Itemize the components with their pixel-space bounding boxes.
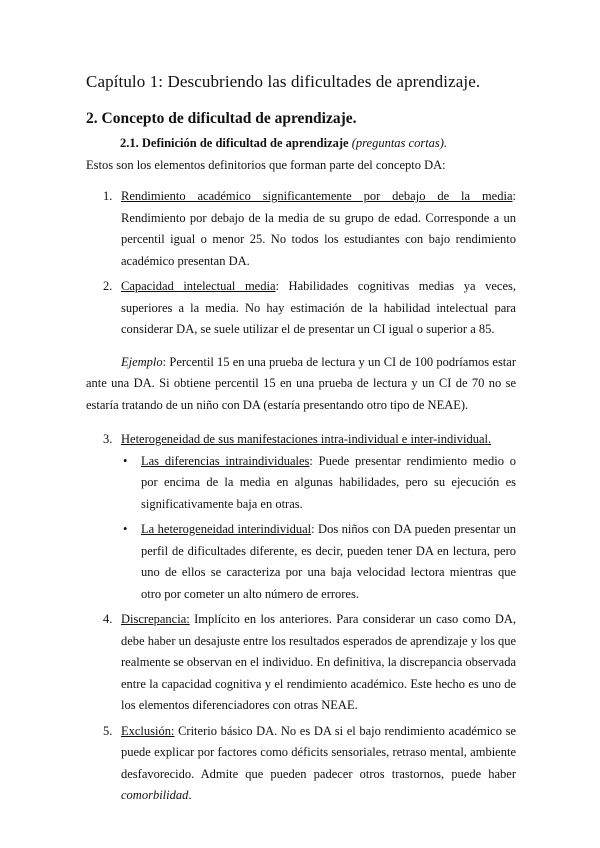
list-item-3	[86, 429, 516, 451]
subsection-note: (preguntas cortas).	[351, 136, 448, 150]
bullet-item-2	[86, 519, 516, 605]
item-term: Heterogeneidad de sus manifestaciones intra-individual e inter-individual.	[121, 432, 492, 446]
chapter-title: Capítulo 1: Descubriendo las dificultades de aprendizaje.	[86, 72, 481, 91]
item-emphasis: comorbilidad	[121, 788, 189, 802]
example-text: : Percentil 15 en una prueba de lectura y un CI de 100 podríamos estar ante una DA. Si obtiene percentil 15 en una prueba de lectura y un CI de 70 no se estaría tratando de un niño con DA (estaría presentando otro tipo de NEAE).	[86, 354, 516, 412]
item-text: Criterio básico DA. No es DA si el bajo rendimiento académico se puede explicar por factores como déficits sensoriales, retraso mental, ambiente desfavorecido. Admite que pueden padecer otros trastornos, puede haber	[121, 723, 516, 781]
bullet-term: Las diferencias intraindividuales	[141, 453, 310, 468]
bullet-marker: •	[123, 522, 128, 536]
list-number: 4.	[103, 612, 113, 626]
list-number: 3.	[103, 432, 113, 446]
item-text: Implícito en los anteriores. Para considerar un caso como DA, debe haber un desajuste entre los resultados esperados de aprendizaje y los que realmente se observan en el individuo. En definitiva, la discrepancia observada entre la capacidad cognitiva y el rendimiento académico. Este hecho es uno de los elementos diferenciadores con otras NEAE.	[121, 612, 516, 712]
definition-list	[86, 186, 516, 807]
bullet-text: : Puede presentar rendimiento medio o por encima de la media en algunas habilidades, pero su ejecución es significativamente baja en otras.	[141, 453, 516, 511]
intro-paragraph: Estos son los elementos definitorios que forman parte del concepto DA:	[86, 158, 446, 172]
list-item-1	[86, 186, 516, 272]
list-item-2	[86, 276, 516, 341]
item-text: : Habilidades cognitivas medias ya veces, superiores a la media. No hay estimación de la habilidad intelectual para considerar DA, se suele utilizar el de presentar un CI igual o superior a 85.	[121, 279, 516, 336]
bullet-item-1	[86, 451, 516, 516]
list-item-5	[86, 721, 516, 807]
bullet-marker: •	[123, 453, 128, 468]
item-end: .	[188, 788, 192, 802]
bullet-text: : Dos niños con DA pueden presentar un perfil de dificultades diferente, es decir, pueden tener DA en lectura, pero uno de ellos se caracteriza por una baja velocidad lectora mientras que otro por cometer un alto número de errores.	[141, 522, 516, 601]
list-number: 1.	[103, 189, 113, 203]
item-term: Rendimiento académico significantemente por debajo de la media	[121, 189, 513, 203]
list-item-4	[86, 609, 516, 717]
example-paragraph	[86, 352, 516, 417]
item-term: Capacidad intelectual media	[121, 279, 276, 293]
item-term: Discrepancia:	[121, 612, 190, 626]
list-number: 2.	[103, 279, 113, 293]
item-term: Exclusión:	[121, 723, 175, 738]
subsection-title-text: 2.1. Definición de dificultad de aprendizaje	[120, 136, 349, 150]
bullet-term: La heterogeneidad interindividual	[141, 522, 312, 536]
list-number: 5.	[103, 723, 113, 738]
example-label: Ejemplo	[121, 354, 163, 369]
subsection-title	[120, 136, 447, 151]
section-title: 2. Concepto de dificultad de aprendizaje.	[86, 110, 357, 127]
item-text: : Rendimiento por debajo de la media de su grupo de edad. Corresponde a un percentil igual o menor 25. No todos los estudiantes con bajo rendimiento académico presentan DA.	[121, 189, 516, 268]
